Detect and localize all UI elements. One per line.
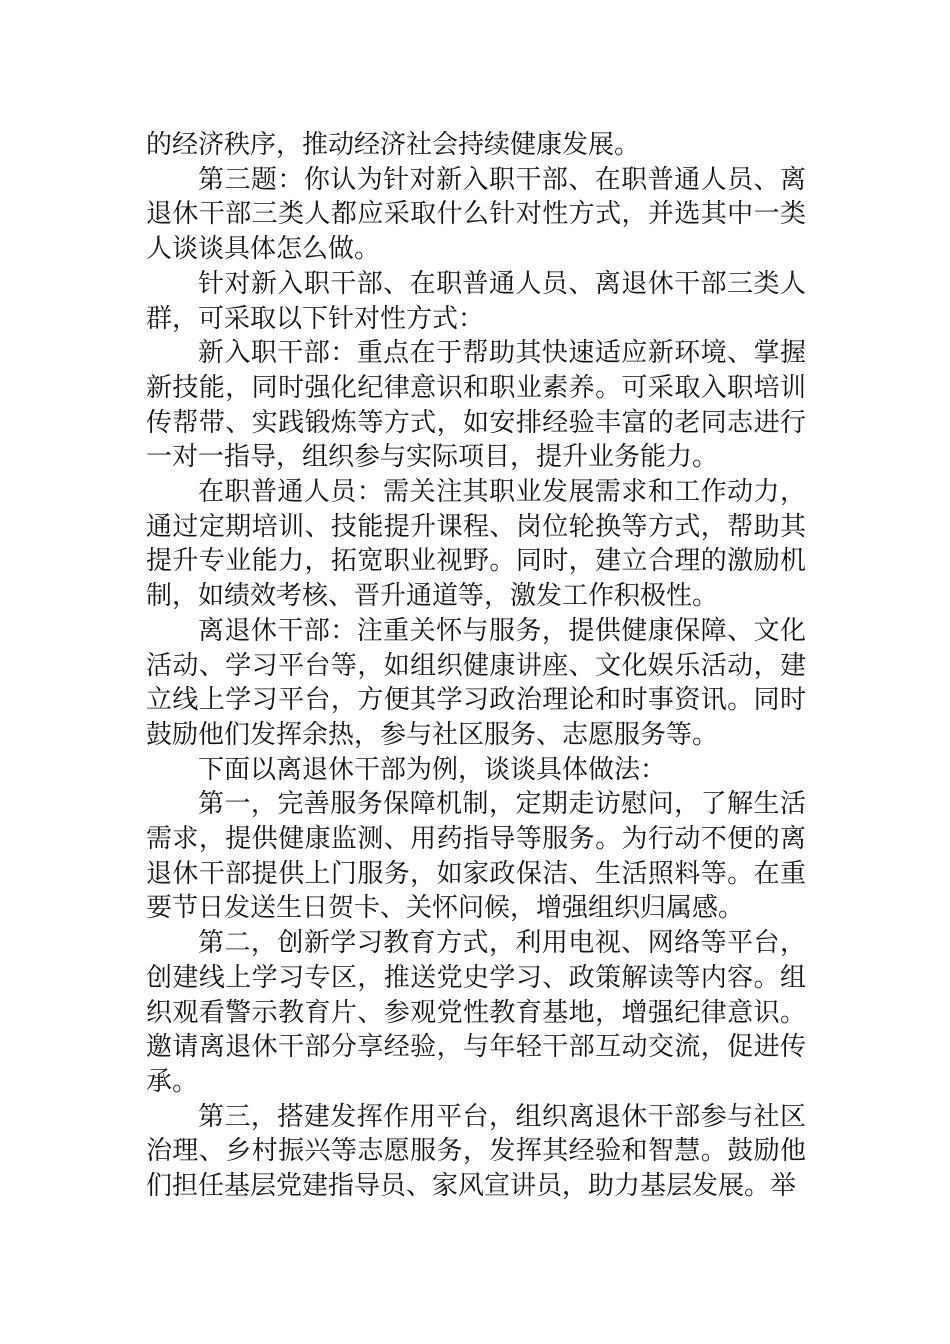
paragraph-question: 第三题：你认为针对新入职干部、在职普通人员、离退休干部三类人都应采取什么针对性方式，并选其中一类人谈谈具体怎么做。 — [146, 164, 806, 265]
paragraph-second-measure: 第二，创新学习教育方式，利用电视、网络等平台，创建线上学习专区，推送党史学习、政策解读等内容。组织观看警示教育片、参观党性教育基地，增强纪律意识。邀请离退休干部分享经验，与年轻干部互动交流，促进传承。 — [146, 928, 806, 1097]
paragraph-example-intro: 下面以离退休干部为例，谈谈具体做法： — [198, 754, 667, 785]
paragraph-retired-cadres: 离退休干部：注重关怀与服务，提供健康保障、文化活动、学习平台等，如组织健康讲座、文化娱乐活动，建立线上学习平台，方便其学习政治理论和时事资讯。同时鼓励他们发挥余热，参与社区服务、志愿服务等。 — [146, 615, 806, 750]
paragraph-intro: 针对新入职干部、在职普通人员、离退休干部三类人群，可采取以下针对性方式： — [146, 268, 806, 334]
paragraph-continuation: 的经济秩序，推动经济社会持续健康发展。 — [146, 130, 641, 160]
paragraph-first-measure: 第一，完善服务保障机制，定期走访慰问，了解生活需求，提供健康监测、用药指导等服务。为行动不便的离退休干部提供上门服务，如家政保洁、生活照料等。在重要节日发送生日贺卡、关怀问候，增强组织归属感。 — [146, 789, 806, 924]
paragraph-new-cadres: 新入职干部：重点在于帮助其快速适应新环境、掌握新技能，同时强化纪律意识和职业素养。可采取入职培训传帮带、实践锻炼等方式，如安排经验丰富的老同志进行一对一指导，组织参与实际项目，提升业务能力。 — [146, 338, 806, 473]
document-body — [146, 128, 806, 1204]
paragraph-third-measure: 第三，搭建发挥作用平台，组织离退休干部参与社区治理、乡村振兴等志愿服务，发挥其经验和智慧。鼓励他们担任基层党建指导员、家风宣讲员，助力基层发展。举 — [146, 1101, 806, 1202]
paragraph-in-service-staff: 在职普通人员：需关注其职业发展需求和工作动力，通过定期培训、技能提升课程、岗位轮换等方式，帮助其提升专业能力，拓宽职业视野。同时，建立合理的激励机制，如绩效考核、晋升通道等，激发工作积极性。 — [146, 477, 806, 612]
